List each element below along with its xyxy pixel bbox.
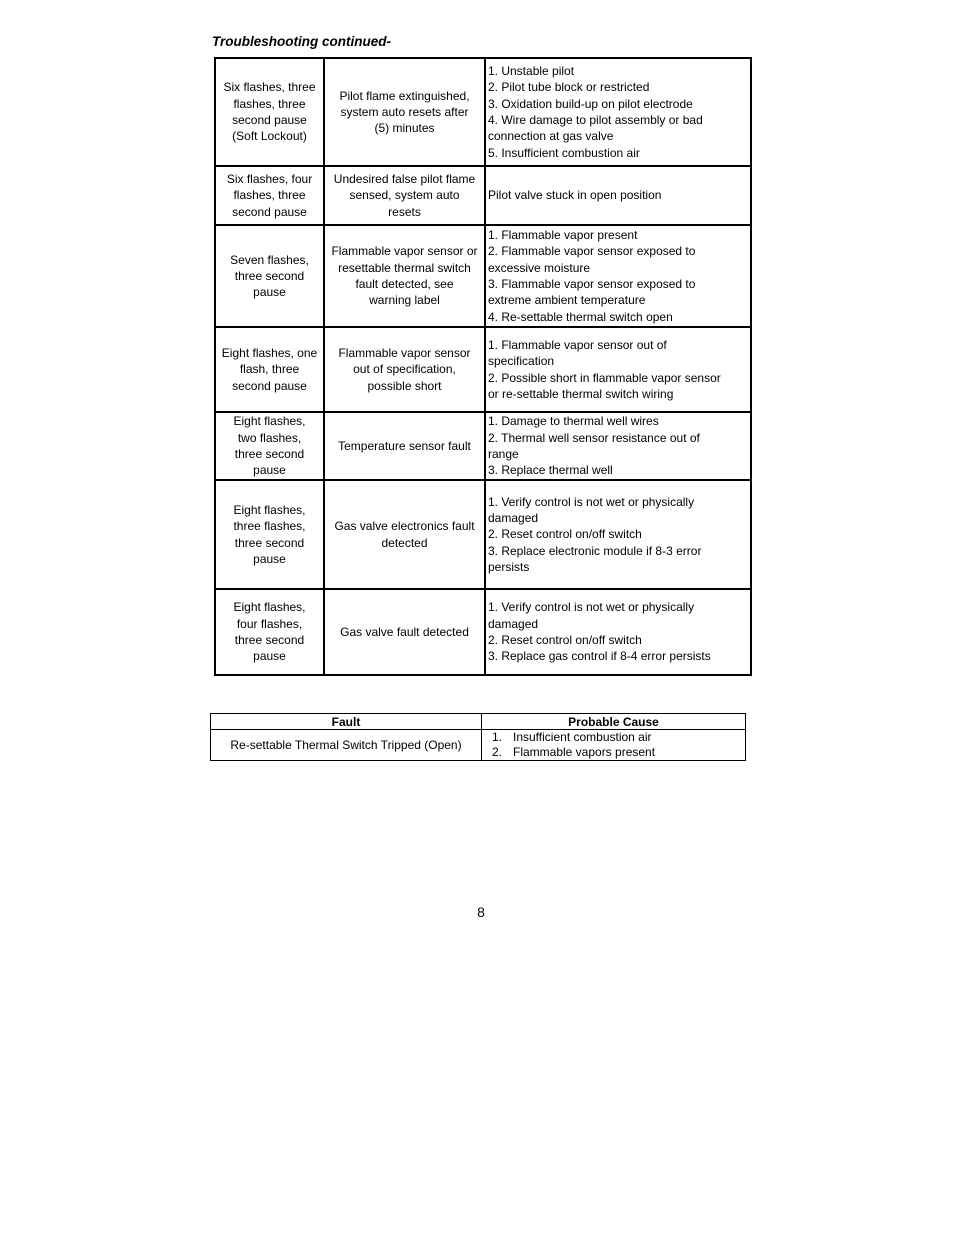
cell-text-line: three second — [234, 535, 305, 550]
cell-text-line: 4. Wire damage to pilot assembly or bad — [488, 113, 703, 127]
cell-text-line: 3. Oxidation build-up on pilot electrode — [488, 96, 693, 111]
cell-text-line: detected — [381, 535, 428, 550]
flash-signal-cell — [215, 480, 324, 589]
cell-text-line: resets — [388, 204, 421, 219]
cell-text-line: specification — [488, 354, 555, 369]
cell-text-line: four flashes, — [236, 616, 303, 631]
fault-description-cell — [324, 327, 485, 412]
page-number: 8 — [477, 904, 485, 920]
cell-text-line: pause — [253, 285, 286, 300]
cell-text-line: persists — [488, 559, 530, 574]
cell-text-line: Gas valve fault detected — [340, 624, 469, 639]
cell-text-line: 2. Flammable vapor sensor exposed to — [488, 244, 696, 259]
cell-text-line: 2. Pilot tube block or restricted — [488, 80, 650, 95]
cell-text-line: possible short — [367, 378, 442, 393]
probable-causes-cell — [485, 480, 751, 589]
probable-causes-cell — [485, 58, 751, 166]
cell-text-line: 2. Reset control on/off switch — [488, 527, 642, 542]
flash-signal-cell — [215, 225, 324, 327]
flash-signal-cell — [215, 166, 324, 225]
fault-description-cell — [324, 412, 485, 480]
cell-text-line: resettable thermal switch — [338, 260, 471, 275]
cell-text-line: pause — [253, 649, 286, 664]
cell-text-line: 1. Verify control is not wet or physically — [488, 600, 695, 615]
table-row — [215, 327, 751, 412]
cell-text-line: sensed, system auto — [349, 188, 460, 203]
cell-text-line: 2. Possible short in flammable vapor sensor — [488, 370, 721, 385]
cell-text-line: Six flashes, three — [223, 80, 316, 95]
cell-text-line: Flammable vapor sensor — [338, 346, 471, 361]
fault-description-cell — [324, 225, 485, 327]
cell-text-line: 2. Thermal well sensor resistance out of — [488, 430, 700, 445]
cell-text-line: three flashes, — [233, 519, 306, 534]
cell-text-line: 2. Reset control on/off switch — [488, 633, 642, 647]
cell-text-line: three second — [234, 633, 305, 647]
cell-text-line: 1. Flammable vapor sensor out of — [488, 337, 667, 352]
cell-text-line: Eight flashes, one — [221, 346, 318, 361]
cause-number: 1. — [492, 730, 503, 744]
cell-text-line: Pilot valve stuck in open position — [488, 188, 662, 203]
page-heading: Troubleshooting continued- — [212, 34, 391, 49]
cell-text-line: second pause — [232, 113, 307, 127]
troubleshooting-table — [214, 57, 752, 676]
cell-text-line: three second — [234, 268, 305, 283]
cell-text-line: damaged — [488, 511, 539, 526]
fault-column-header: Fault — [211, 714, 482, 730]
probable-cause-cell — [482, 730, 746, 761]
cell-text-line: 1. Damage to thermal well wires — [488, 414, 659, 429]
cause-list-item — [482, 730, 745, 745]
probable-causes-cell — [485, 327, 751, 412]
cell-text-line: 3. Replace electronic module if 8-3 error — [488, 543, 702, 558]
flash-signal-cell — [215, 58, 324, 166]
fault-description-cell — [324, 589, 485, 675]
fault-description-cell — [324, 480, 485, 589]
fault-cause-table — [210, 713, 746, 761]
cause-list-item — [482, 745, 745, 760]
cell-text-line: or re-settable thermal switch wiring — [488, 386, 674, 401]
cell-text-line: flashes, three — [233, 188, 306, 203]
probable-causes-cell — [485, 166, 751, 225]
cell-text-line: out of specification, — [353, 362, 456, 377]
cell-text-line: Six flashes, four — [226, 172, 313, 187]
table-row — [215, 412, 751, 480]
cell-text-line: Pilot flame extinguished, — [339, 88, 470, 103]
cause-text: Flammable vapors present — [513, 745, 656, 759]
flash-signal-cell — [215, 412, 324, 480]
table-row — [215, 480, 751, 589]
cell-text-line: excessive moisture — [488, 260, 591, 275]
cell-text-line: pause — [253, 551, 286, 566]
cell-text-line: 3. Replace gas control if 8-4 error persists — [488, 649, 711, 664]
cell-text-line: range — [488, 447, 519, 461]
probable-causes-cell — [485, 225, 751, 327]
fault-table-row — [211, 730, 746, 761]
cell-text-line: Gas valve electronics fault — [334, 519, 475, 534]
probable-causes-cell — [485, 589, 751, 675]
cell-text-line: (5) minutes — [374, 121, 435, 136]
cell-text-line: flashes, three — [233, 96, 306, 111]
cell-text-line: Eight flashes, — [233, 414, 306, 429]
table-row — [215, 589, 751, 675]
cell-text-line: extreme ambient temperature — [488, 293, 646, 308]
fault-name-cell: Re-settable Thermal Switch Tripped (Open) — [211, 730, 482, 761]
cell-text-line: system auto resets after — [340, 104, 469, 119]
cell-text-line: 1. Unstable pilot — [488, 64, 575, 79]
table-row — [215, 225, 751, 327]
probable-causes-cell — [485, 412, 751, 480]
cell-text-line: (Soft Lockout) — [232, 129, 307, 144]
cell-text-line: three second — [234, 447, 305, 461]
cell-text-line: 5. Insufficient combustion air — [488, 145, 640, 160]
flash-signal-cell — [215, 589, 324, 675]
cell-text-line: Undesired false pilot flame — [333, 172, 476, 187]
fault-description-cell — [324, 58, 485, 166]
cell-text-line: fault detected, see — [355, 277, 454, 291]
cell-text-line: 1. Flammable vapor present — [488, 228, 638, 243]
fault-table-header-row — [211, 714, 746, 730]
cell-text-line: Seven flashes, — [230, 252, 309, 267]
cell-text-line: second pause — [232, 378, 307, 393]
cell-text-line: Eight flashes, — [233, 502, 306, 517]
table-row — [215, 58, 751, 166]
cell-text-line: 1. Verify control is not wet or physically — [488, 494, 695, 509]
cell-text-line: second pause — [232, 204, 307, 219]
flash-signal-cell — [215, 327, 324, 412]
cell-text-line: damaged — [488, 616, 539, 631]
troubleshooting-table-body — [215, 58, 751, 675]
table-row — [215, 166, 751, 225]
cell-text-line: Flammable vapor sensor or — [331, 244, 478, 259]
probable-cause-column-header: Probable Cause — [482, 714, 746, 730]
cell-text-line: 3. Replace thermal well — [488, 463, 613, 478]
cell-text-line: 3. Flammable vapor sensor exposed to — [488, 277, 696, 291]
cell-text-line: connection at gas valve — [488, 129, 614, 144]
cause-number: 2. — [492, 745, 503, 759]
cell-text-line: pause — [253, 463, 286, 478]
cell-text-line: warning label — [369, 293, 440, 308]
cell-text-line: Temperature sensor fault — [338, 438, 471, 453]
fault-description-cell — [324, 166, 485, 225]
cause-text: Insufficient combustion air — [513, 730, 652, 744]
cell-text-line: flash, three — [239, 362, 300, 377]
cell-text-line: 4. Re-settable thermal switch open — [488, 309, 673, 324]
cell-text-line: two flashes, — [237, 430, 302, 445]
cell-text-line: Eight flashes, — [233, 600, 306, 615]
